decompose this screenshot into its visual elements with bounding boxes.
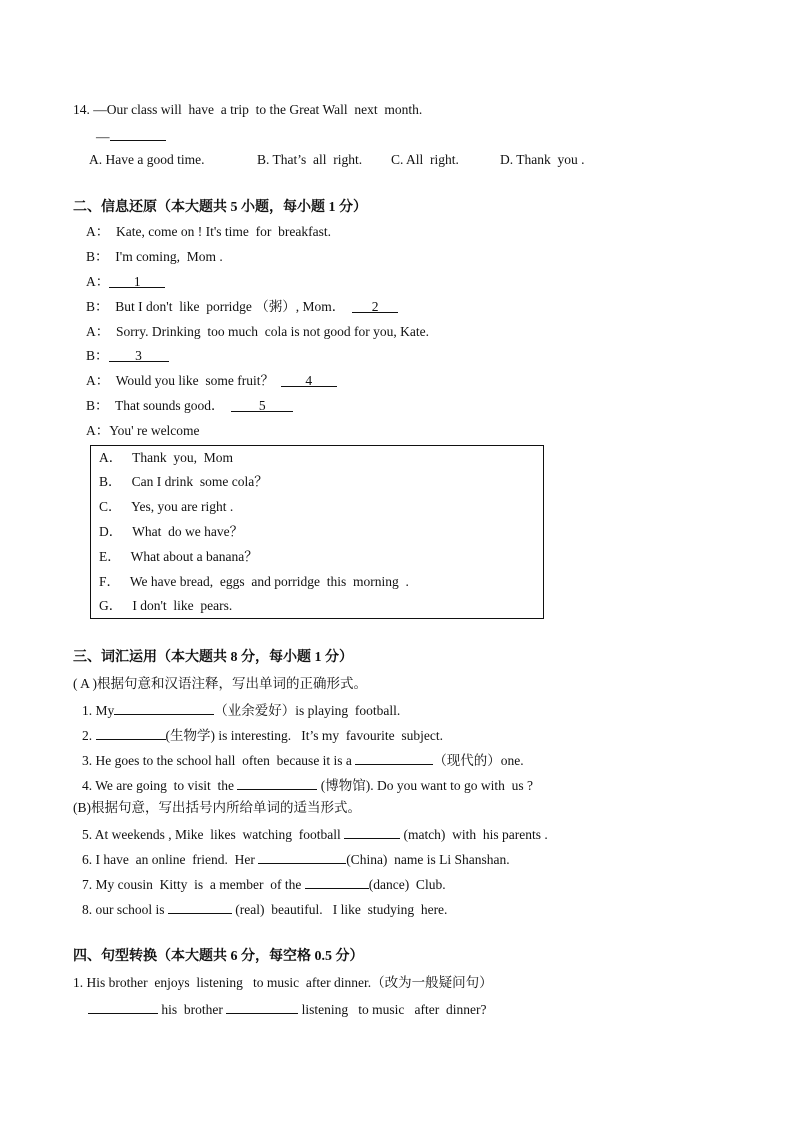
q14-option-d: D. Thank you . <box>500 152 585 167</box>
transform-item-1-answer: his brother listening to music after dinner? <box>88 999 486 1019</box>
q14-option-a: A. Have a good time. <box>89 152 205 167</box>
option-a: A． Thank you, Mom <box>99 450 233 465</box>
q14-option-b: B. That’s all right. <box>257 152 363 167</box>
vocab-item-3: 3. He goes to the school hall often because it is a （现代的）one. <box>82 750 524 770</box>
vocab-item-8: 8. our school is (real) beautiful. I like studying here. <box>82 899 447 919</box>
option-b: B． Can I drink some cola？ <box>99 474 268 489</box>
dialog-line: B： 3 <box>86 347 169 365</box>
answer-blank[interactable] <box>344 824 400 839</box>
section-2-heading: 二、信息还原（本大题共 5 小题，每小题 1 分） <box>73 200 367 215</box>
option-g: G． I don't like pears. <box>99 598 233 613</box>
dialog-line: B： That sounds good． 5 <box>86 397 293 415</box>
answer-blank-1[interactable]: 1 <box>109 273 165 288</box>
answer-blank[interactable] <box>110 126 166 141</box>
answer-blank[interactable] <box>237 775 317 790</box>
option-f: F． We have bread, eggs and porridge this morning . <box>99 574 409 589</box>
question-14: 14. —Our class will have a trip to the Great Wall next month. <box>73 102 423 117</box>
answer-blank[interactable] <box>114 700 214 715</box>
section-4-heading: 四、句型转换（本大题共 6 分，每空格 0.5 分） <box>73 949 364 964</box>
section-3-heading: 三、词汇运用（本大题共 8 分，每小题 1 分） <box>73 650 353 665</box>
q14-option-c: C. All right. <box>391 152 459 167</box>
vocab-item-1: 1. My （业余爱好）is playing football. <box>82 700 400 720</box>
option-d: D． What do we have？ <box>99 524 244 539</box>
option-c: C． Yes, you are right . <box>99 499 234 514</box>
answer-blank-4[interactable]: 4 <box>281 372 337 387</box>
answer-blank[interactable] <box>258 849 346 864</box>
part-b-instruction: (B)根据句意，写出括号内所给单词的适当形式。 <box>73 800 361 815</box>
question-14-reply: — <box>96 126 166 146</box>
answer-blank-3[interactable]: 3 <box>109 347 169 362</box>
answer-blank[interactable] <box>355 750 433 765</box>
answer-blank[interactable] <box>96 725 166 740</box>
part-a-instruction: ( A )根据句意和汉语注释，写出单词的正确形式。 <box>73 676 368 691</box>
dialog-line: A：You' re welcome <box>86 423 200 438</box>
dialog-line: B： I'm coming, Mom . <box>86 249 223 264</box>
vocab-item-2: 2. (生物学) is interesting. It’s my favourite subject. <box>82 725 443 745</box>
vocab-item-5: 5. At weekends , Mike likes watching football (match) with his parents . <box>82 824 548 844</box>
option-e: E． What about a banana？ <box>99 549 258 564</box>
answer-blank[interactable] <box>88 999 158 1014</box>
dialog-line: A： Kate, come on ! It's time for breakfast. <box>86 224 331 239</box>
answer-blank-2[interactable]: 2 <box>352 298 398 313</box>
vocab-item-7: 7. My cousin Kitty is a member of the (dance) Club. <box>82 874 446 894</box>
options-box <box>90 445 544 619</box>
dialog-line: A： Would you like some fruit？ 4 <box>86 372 337 390</box>
answer-blank-5[interactable]: 5 <box>231 397 293 412</box>
answer-blank[interactable] <box>168 899 232 914</box>
vocab-item-4: 4. We are going to visit the (博物馆). Do you want to go with us ? <box>82 775 533 795</box>
vocab-item-6: 6. I have an online friend. Her (China) name is Li Shanshan. <box>82 849 510 869</box>
answer-blank[interactable] <box>305 874 369 889</box>
dialog-line: B： But I don't like porridge （粥）, Mom． 2 <box>86 298 398 316</box>
dialog-line: A： 1 <box>86 273 165 291</box>
transform-item-1: 1. His brother enjoys listening to music after dinner.（改为一般疑问句） <box>73 975 493 990</box>
answer-blank[interactable] <box>226 999 298 1014</box>
dialog-line: A： Sorry. Drinking too much cola is not good for you, Kate. <box>86 324 429 339</box>
